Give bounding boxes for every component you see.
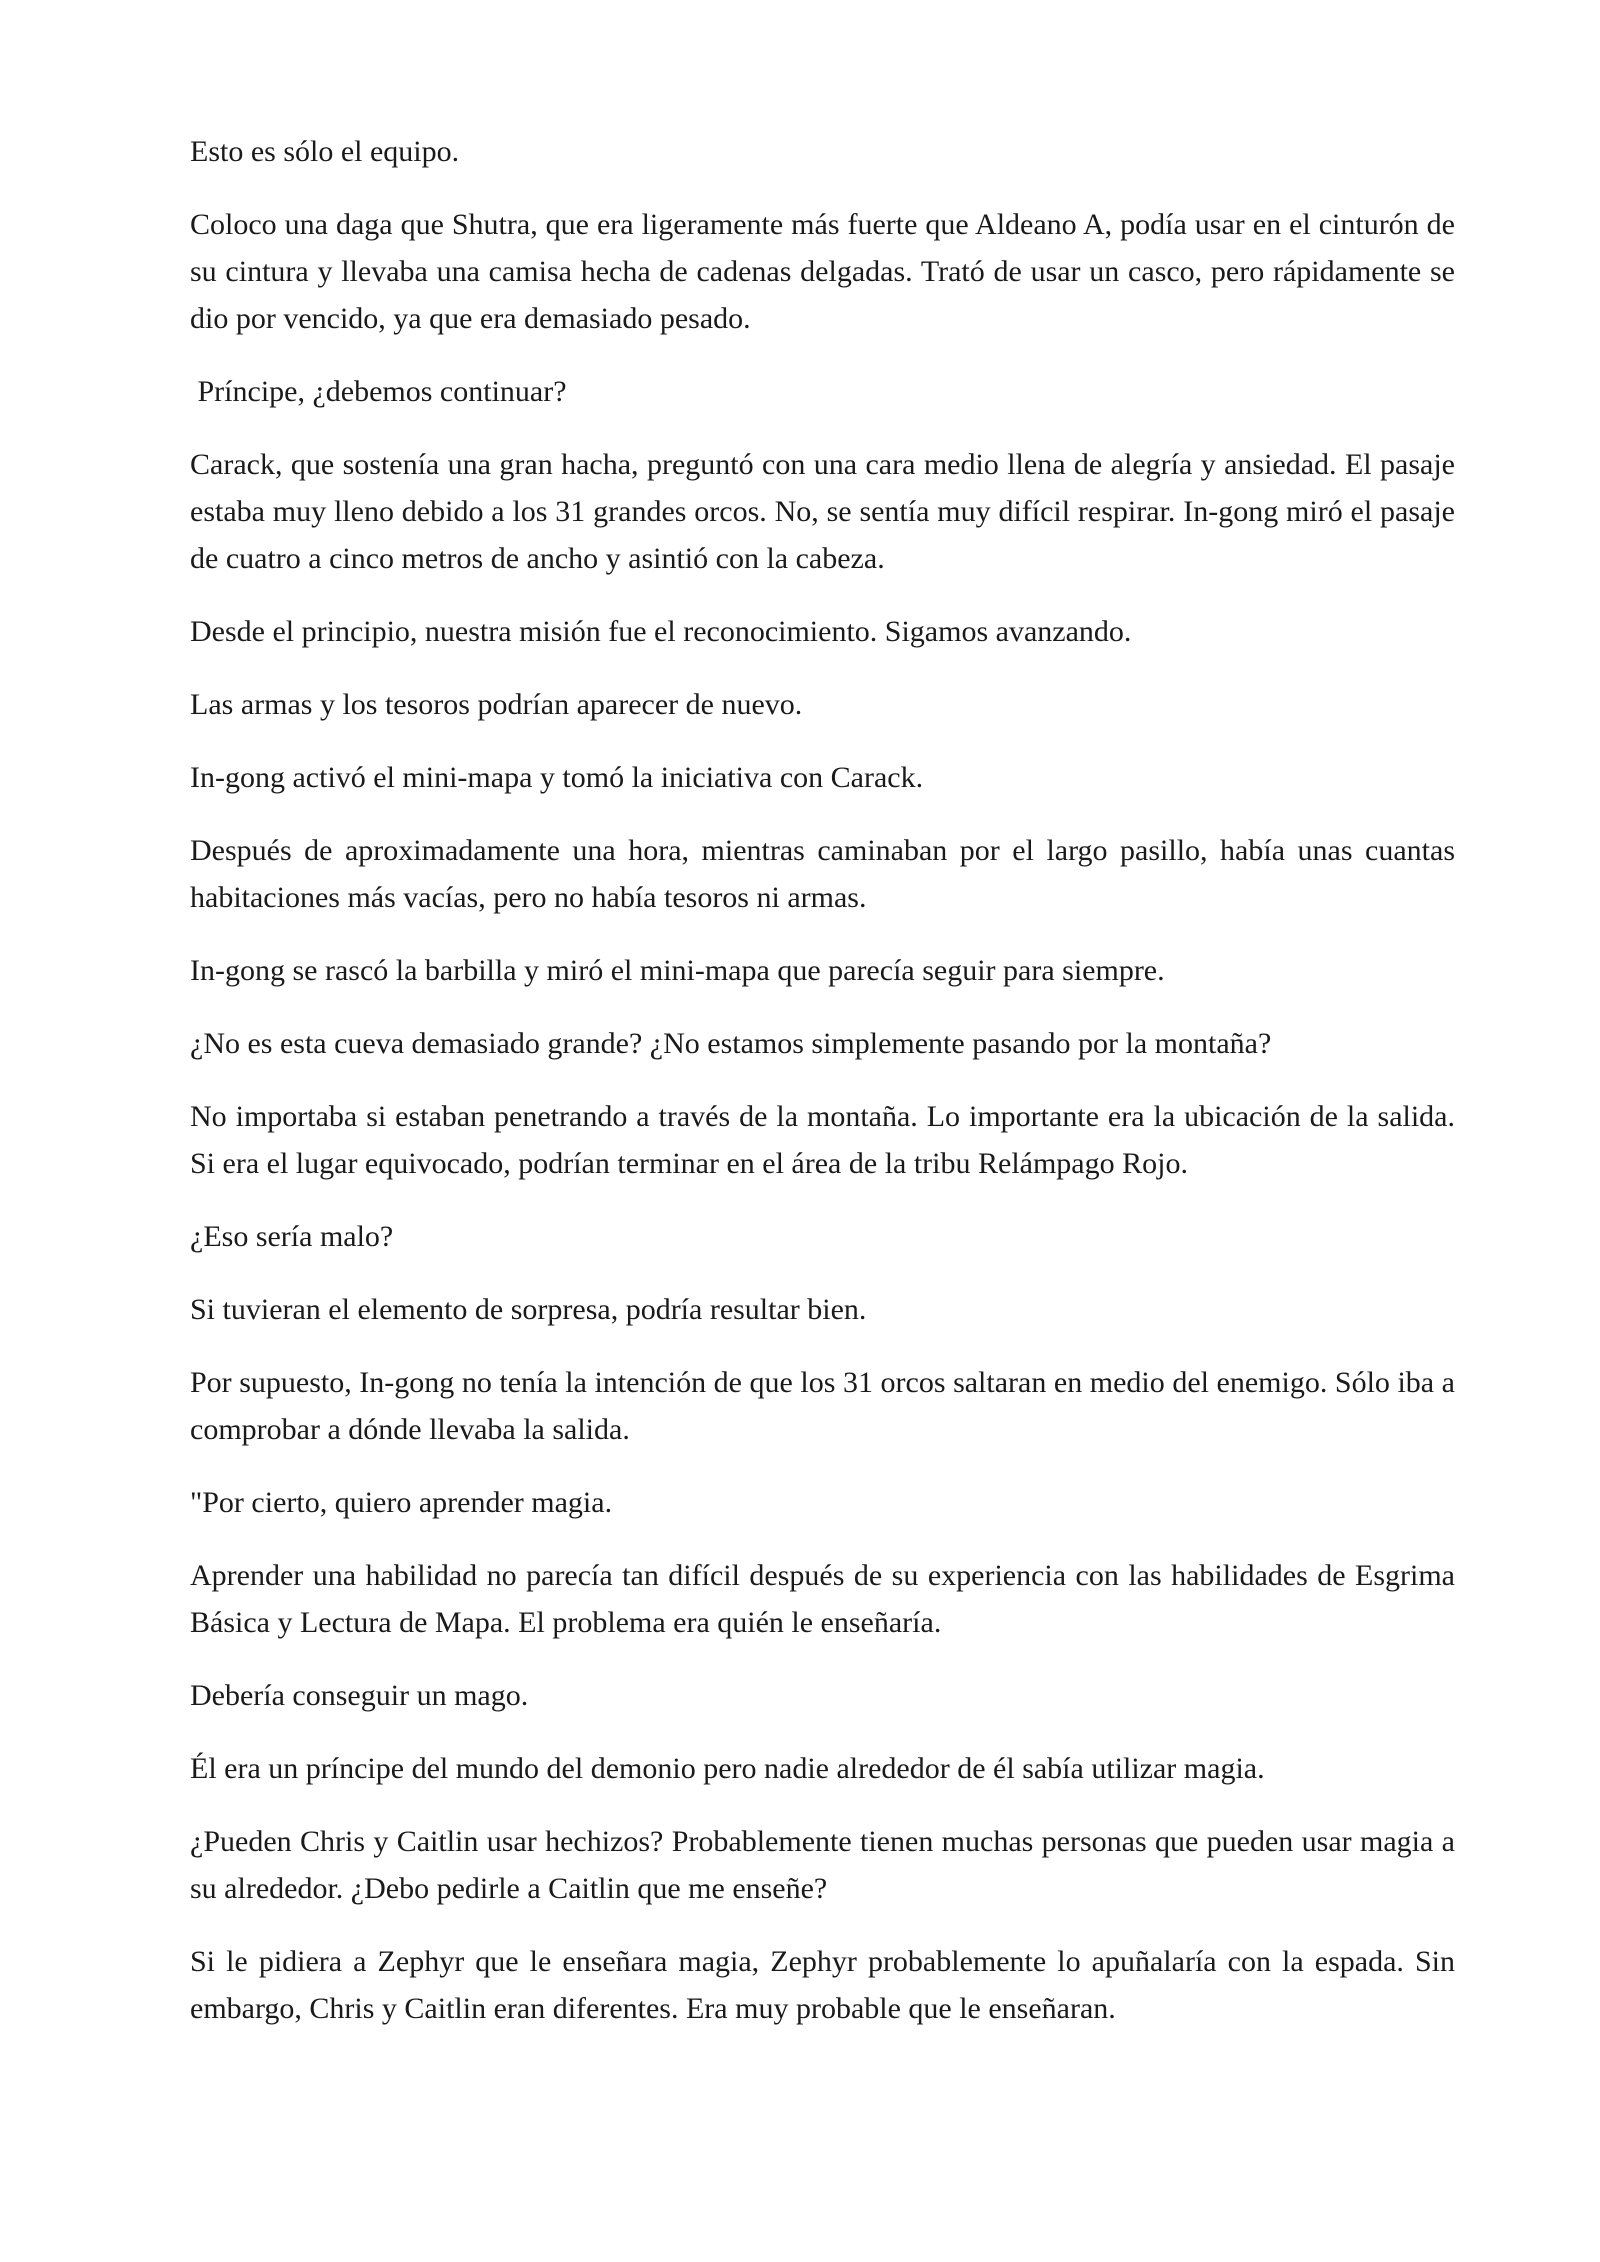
paragraph: Si le pidiera a Zephyr que le enseñara magia, Zephyr probablemente lo apuñalaría con la espada. Sin embargo, Chris y Caitlin eran diferentes. Era muy probable que le enseñaran. [190, 1945, 1455, 2025]
paragraph: Príncipe, ¿debemos continuar? [190, 375, 567, 408]
paragraph: Esto es sólo el equipo. [190, 135, 460, 168]
paragraph: No importaba si estaban penetrando a través de la montaña. Lo importante era la ubicación de la salida. Si era el lugar equivocado, podrían terminar en el área de la tribu Relámpago Rojo. [190, 1100, 1455, 1180]
paragraph: ¿No es esta cueva demasiado grande? ¿No estamos simplemente pasando por la montaña? [190, 1027, 1272, 1060]
document-body [190, 128, 1455, 2058]
paragraph: "Por cierto, quiero aprender magia. [190, 1486, 613, 1519]
paragraph: ¿Eso sería malo? [190, 1220, 394, 1253]
paragraph: Después de aproximadamente una hora, mientras caminaban por el largo pasillo, había unas cuantas habitaciones más vacías, pero no había tesoros ni armas. [190, 834, 1455, 914]
paragraph: Las armas y los tesoros podrían aparecer de nuevo. [190, 688, 803, 721]
paragraph: Él era un príncipe del mundo del demonio pero nadie alrededor de él sabía utilizar magia. [190, 1752, 1265, 1785]
paragraph: Aprender una habilidad no parecía tan difícil después de su experiencia con las habilidades de Esgrima Básica y Lectura de Mapa. El problema era quién le enseñaría. [190, 1559, 1455, 1639]
paragraph: Por supuesto, In-gong no tenía la intención de que los 31 orcos saltaran en medio del enemigo. Sólo iba a comprobar a dónde llevaba la salida. [190, 1366, 1455, 1446]
paragraph: ¿Pueden Chris y Caitlin usar hechizos? Probablemente tienen muchas personas que pueden usar magia a su alrededor. ¿Debo pedirle a Caitlin que me enseñe? [190, 1825, 1455, 1905]
paragraph: Si tuvieran el elemento de sorpresa, podría resultar bien. [190, 1293, 867, 1326]
paragraph: In-gong activó el mini-mapa y tomó la iniciativa con Carack. [190, 761, 924, 794]
paragraph: Coloco una daga que Shutra, que era ligeramente más fuerte que Aldeano A, podía usar en el cinturón de su cintura y llevaba una camisa hecha de cadenas delgadas. Trató de usar un casco, pero rápidamente se dio por vencido, ya que era demasiado pesado. [190, 208, 1455, 335]
paragraph: Debería conseguir un mago. [190, 1679, 529, 1712]
paragraph: Carack, que sostenía una gran hacha, preguntó con una cara medio llena de alegría y ansiedad. El pasaje estaba muy lleno debido a los 31 grandes orcos. No, se sentía muy difícil respirar. In-gong miró el pasaje de cuatro a cinco metros de ancho y asintió con la cabeza. [190, 448, 1455, 575]
paragraph: Desde el principio, nuestra misión fue el reconocimiento. Sigamos avanzando. [190, 615, 1132, 648]
paragraph: In-gong se rascó la barbilla y miró el mini-mapa que parecía seguir para siempre. [190, 954, 1165, 987]
